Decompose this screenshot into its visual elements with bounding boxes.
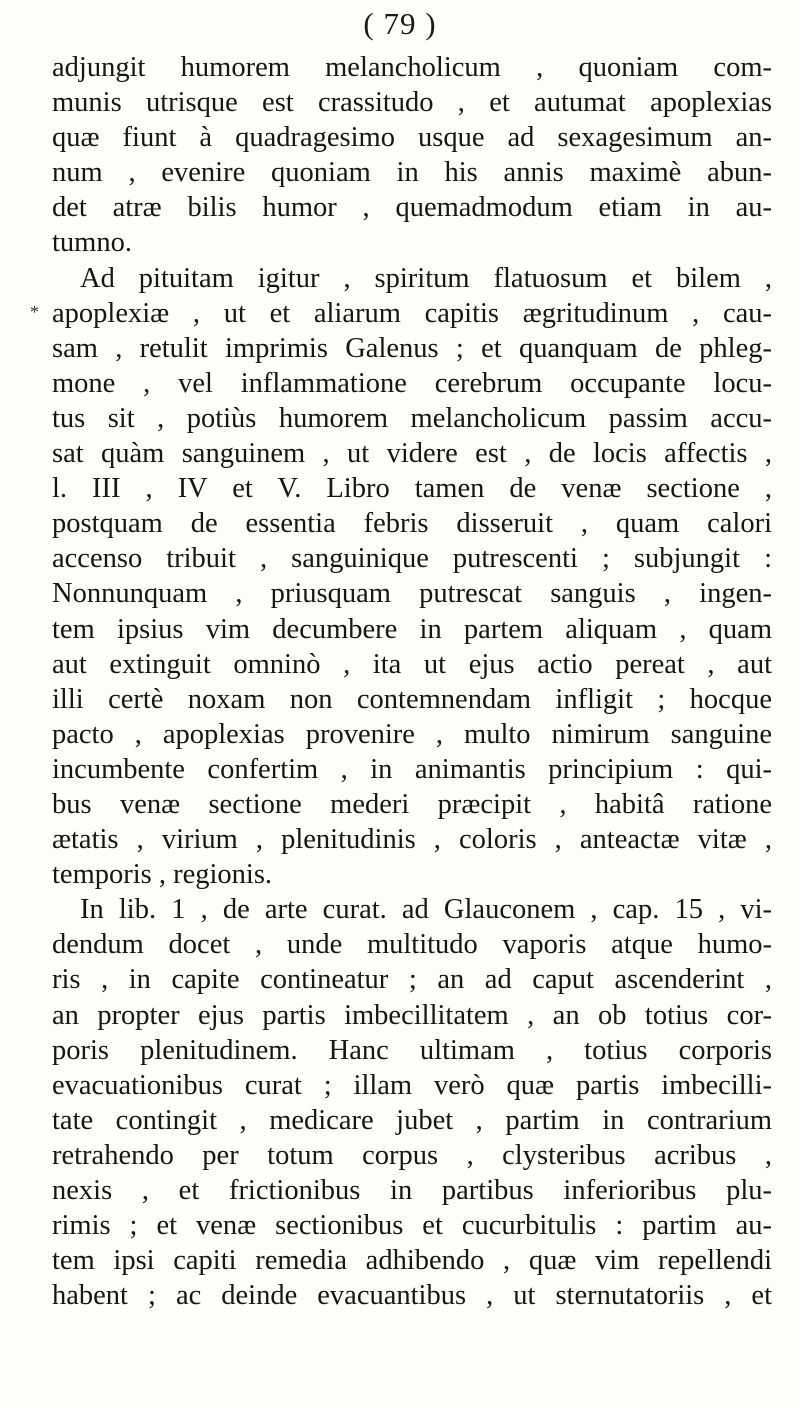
text-line: evacuationibus curat ; illam verò quæ partis imbecilli-	[52, 1069, 772, 1101]
text-line: tumno.	[52, 227, 132, 259]
page-number: ( 79 )	[363, 6, 437, 41]
text-line: sat quàm sanguinem , ut videre est , de locis affectis ,	[52, 438, 772, 470]
text-line: Ad pituitam igitur , spiritum flatuosum et bilem ,	[80, 262, 772, 294]
text-line: num , evenire quoniam in his annis maximè abun-	[52, 157, 772, 189]
text-line: pacto , apoplexias provenire , multo nimirum sanguine	[52, 718, 772, 750]
text-line: postquam de essentia febris disseruit , quam calori	[52, 508, 772, 540]
text-line: apoplexiæ , ut et aliarum capitis ægritudinum , cau-	[52, 297, 772, 329]
text-line: aut extinguit omninò , ita ut ejus actio pereat , aut	[52, 648, 772, 680]
text-line: tus sit , potiùs humorem melancholicum passim accu-	[52, 402, 772, 434]
text-line: tem ipsius vim decumbere in partem aliquam , quam	[52, 613, 772, 645]
text-line: temporis , regionis.	[52, 859, 273, 891]
text-line: l. III , IV et V. Libro tamen de venæ sectione ,	[52, 473, 772, 505]
text-line: retrahendo per totum corpus , clysteribus acribus ,	[52, 1139, 772, 1171]
text-line: det atræ bilis humor , quemadmodum etiam in au-	[52, 192, 772, 224]
text-line: rimis ; et venæ sectionibus et cucurbitulis : partim au-	[52, 1210, 772, 1242]
text-line: accenso tribuit , sanguinique putrescenti ; subjungit :	[52, 543, 772, 575]
text-line: habent ; ac deinde evacuantibus , ut sternutatoriis , et	[52, 1280, 772, 1312]
text-line: adjungit humorem melancholicum , quoniam com-	[52, 52, 772, 83]
text-line: mone , vel inflammatione cerebrum occupante locu-	[52, 367, 772, 399]
text-line: dendum docet , unde multitudo vaporis atque humo-	[52, 929, 772, 961]
text-line: ætatis , virium , plenitudinis , coloris , anteactæ vitæ ,	[52, 824, 772, 856]
text-line: tem ipsi capiti remedia adhibendo , quæ vim repellendi	[52, 1245, 772, 1277]
body-text	[52, 50, 772, 1313]
text-line: nexis , et frictionibus in partibus inferioribus plu-	[52, 1175, 772, 1206]
text-line: bus venæ sectione mederi præcipit , habitâ ratione	[52, 788, 772, 820]
text-line: illi certè noxam non contemnendam infligit ; hocque	[52, 683, 772, 715]
text-line: an propter ejus partis imbecillitatem , an ob totius cor-	[52, 999, 772, 1031]
text-line: poris plenitudinem. Hanc ultimam , totius corporis	[52, 1034, 772, 1066]
text-line: Nonnunquam , priusquam putrescat sanguis , ingen-	[52, 578, 772, 610]
text-line: tate contingit , medicare jubet , partim in contrarium	[52, 1104, 772, 1136]
margin-mark: *	[30, 302, 39, 322]
text-line: incumbente confertim , in animantis principium : qui-	[52, 753, 772, 785]
text-line: sam , retulit imprimis Galenus ; et quanquam de phleg-	[52, 332, 772, 364]
text-line: In lib. 1 , de arte curat. ad Glauconem , cap. 15 , vi-	[80, 894, 772, 926]
text-line: quæ fiunt à quadragesimo usque ad sexagesimum an-	[52, 122, 772, 154]
text-line: ris , in capite contineatur ; an ad caput ascenderint ,	[52, 964, 772, 996]
text-line: munis utrisque est crassitudo , et autumat apoplexias	[52, 87, 772, 119]
